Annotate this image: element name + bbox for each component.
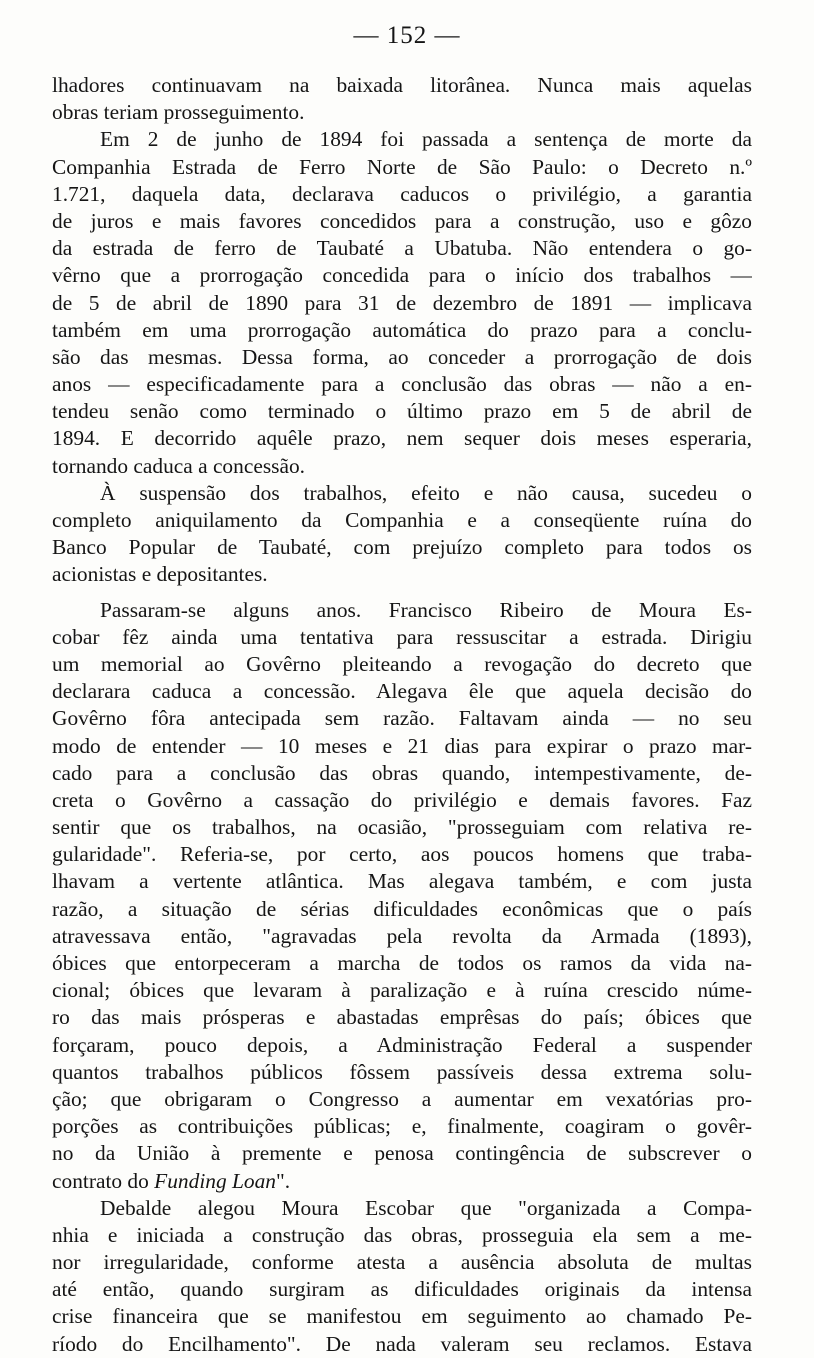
text-line: tornando caduca a concessão. <box>52 453 306 478</box>
text-line: atravessava então, "agravadas pela revolta da Armada (1893), <box>52 923 752 948</box>
text-line: quantos trabalhos públicos fôssem passíveis dessa extrema solu- <box>52 1059 752 1084</box>
text-line: sentir que os trabalhos, na ocasião, "prosseguiam com relativa re- <box>52 815 752 840</box>
paragraph-4 <box>52 597 752 1195</box>
text-line: lhadores continuavam na baixada litorânea. Nunca mais aquelas <box>52 73 752 97</box>
text-line: anos — especificadamente para a conclusão das obras — não a en- <box>52 372 752 397</box>
paragraph-5 <box>52 1195 752 1358</box>
text-line: também em uma prorrogação automática do prazo para a conclu- <box>52 317 752 342</box>
text-line: 1.721, daquela data, declarava caducos o privilégio, a garantia <box>52 181 752 206</box>
text-line: cional; óbices que levaram à paralização e à ruína crescido núme- <box>52 978 752 1003</box>
text-line: Debalde alegou Moura Escobar que "organizada a Compa- <box>100 1195 752 1220</box>
text-line <box>52 1168 752 1195</box>
page-body <box>52 72 752 1358</box>
text-line: À suspensão dos trabalhos, efeito e não causa, sucedeu o <box>100 480 752 505</box>
text-line: completo aniquilamento da Companhia e a conseqüente ruína do <box>52 508 752 532</box>
text-line: ção; que obrigaram o Congresso a aumentar em vexatórias pro- <box>52 1086 752 1111</box>
page-number: — 152 — <box>353 22 461 49</box>
text-line: de 5 de abril de 1890 para 31 de dezembro de 1891 — implicava <box>52 290 752 315</box>
text-line: declarara caduca a concessão. Alegava êle que aquela decisão do <box>52 679 752 704</box>
text-line: vêrno que a prorrogação concedida para o início dos trabalhos — <box>52 263 752 288</box>
text-line: Passaram-se alguns anos. Francisco Ribeiro de Moura Es- <box>100 597 752 622</box>
text-line: Banco Popular de Taubaté, com prejuízo completo para todos os <box>52 535 752 560</box>
text-line: de juros e mais favores concedidos para a construção, uso e gôzo <box>52 208 752 233</box>
text-line: razão, a situação de sérias dificuldades econômicas que o país <box>52 896 752 921</box>
text-line: ro das mais prósperas e abastadas emprêsas do país; óbices que <box>52 1005 752 1030</box>
text-line: Companhia Estrada de Ferro Norte de São Paulo: o Decreto n.º <box>52 154 752 179</box>
text-line: creta o Govêrno a cassação do privilégio e demais favores. Faz <box>52 787 752 812</box>
text-line: um memorial ao Govêrno pleiteando a revogação do decreto que <box>52 651 752 676</box>
text-line: óbices que entorpeceram a marcha de todos os ramos da vida na- <box>52 951 752 975</box>
text-line: da estrada de ferro de Taubaté a Ubatuba. Não entendera o go- <box>52 236 752 261</box>
text-line: no da União à premente e penosa contingência de subscrever o <box>52 1141 752 1166</box>
text-line: são das mesmas. Dessa forma, ao conceder a prorrogação de dois <box>52 344 752 369</box>
paragraph-3 <box>52 480 752 589</box>
text-line: porções as contribuições públicas; e, finalmente, coagiram o govêr- <box>52 1114 752 1139</box>
funding-loan-italic: Funding Loan <box>154 1168 276 1193</box>
text-line: tendeu senão como terminado o último prazo em 5 de abril de <box>52 399 752 424</box>
text-line: Em 2 de junho de 1894 foi passada a sentença de morte da <box>100 127 752 152</box>
text-line: nor irregularidade, conforme atesta a ausência absoluta de multas <box>52 1250 752 1275</box>
text-line: gularidade". Referia-se, por certo, aos poucos homens que traba- <box>52 842 752 867</box>
text-line: ríodo do Encilhamento". De nada valeram seu reclamos. Estava <box>52 1331 752 1356</box>
text-line: cado para a conclusão das obras quando, intempestivamente, de- <box>52 760 752 785</box>
text-line: lhavam a vertente atlântica. Mas alegava também, e com justa <box>52 869 752 894</box>
closing-suffix: ". <box>276 1168 291 1193</box>
text-line: nhia e iniciada a construção das obras, prosseguia ela sem a me- <box>52 1222 752 1247</box>
text-line: obras teriam prosseguimento. <box>52 100 305 125</box>
paragraph-1 <box>52 72 752 126</box>
text-line: Govêrno fôra antecipada sem razão. Faltavam ainda — no seu <box>52 706 752 731</box>
text-line: acionistas e depositantes. <box>52 562 268 587</box>
closing-prefix: contrato do <box>52 1168 155 1193</box>
paragraph-2 <box>52 126 752 479</box>
paragraph-gap <box>52 589 752 597</box>
text-line: crise financeira que se manifestou em seguimento ao chamado Pe- <box>52 1304 752 1329</box>
text-line: forçaram, pouco depois, a Administração Federal a suspender <box>52 1032 752 1057</box>
text-line: 1894. E decorrido aquêle prazo, nem sequer dois meses esperaria, <box>52 426 752 451</box>
text-line: até então, quando surgiram as dificuldades originais da intensa <box>52 1277 752 1302</box>
text-line: cobar fêz ainda uma tentativa para ressuscitar a estrada. Dirigiu <box>52 624 752 649</box>
text-line: modo de entender — 10 meses e 21 dias para expirar o prazo mar- <box>52 733 752 758</box>
